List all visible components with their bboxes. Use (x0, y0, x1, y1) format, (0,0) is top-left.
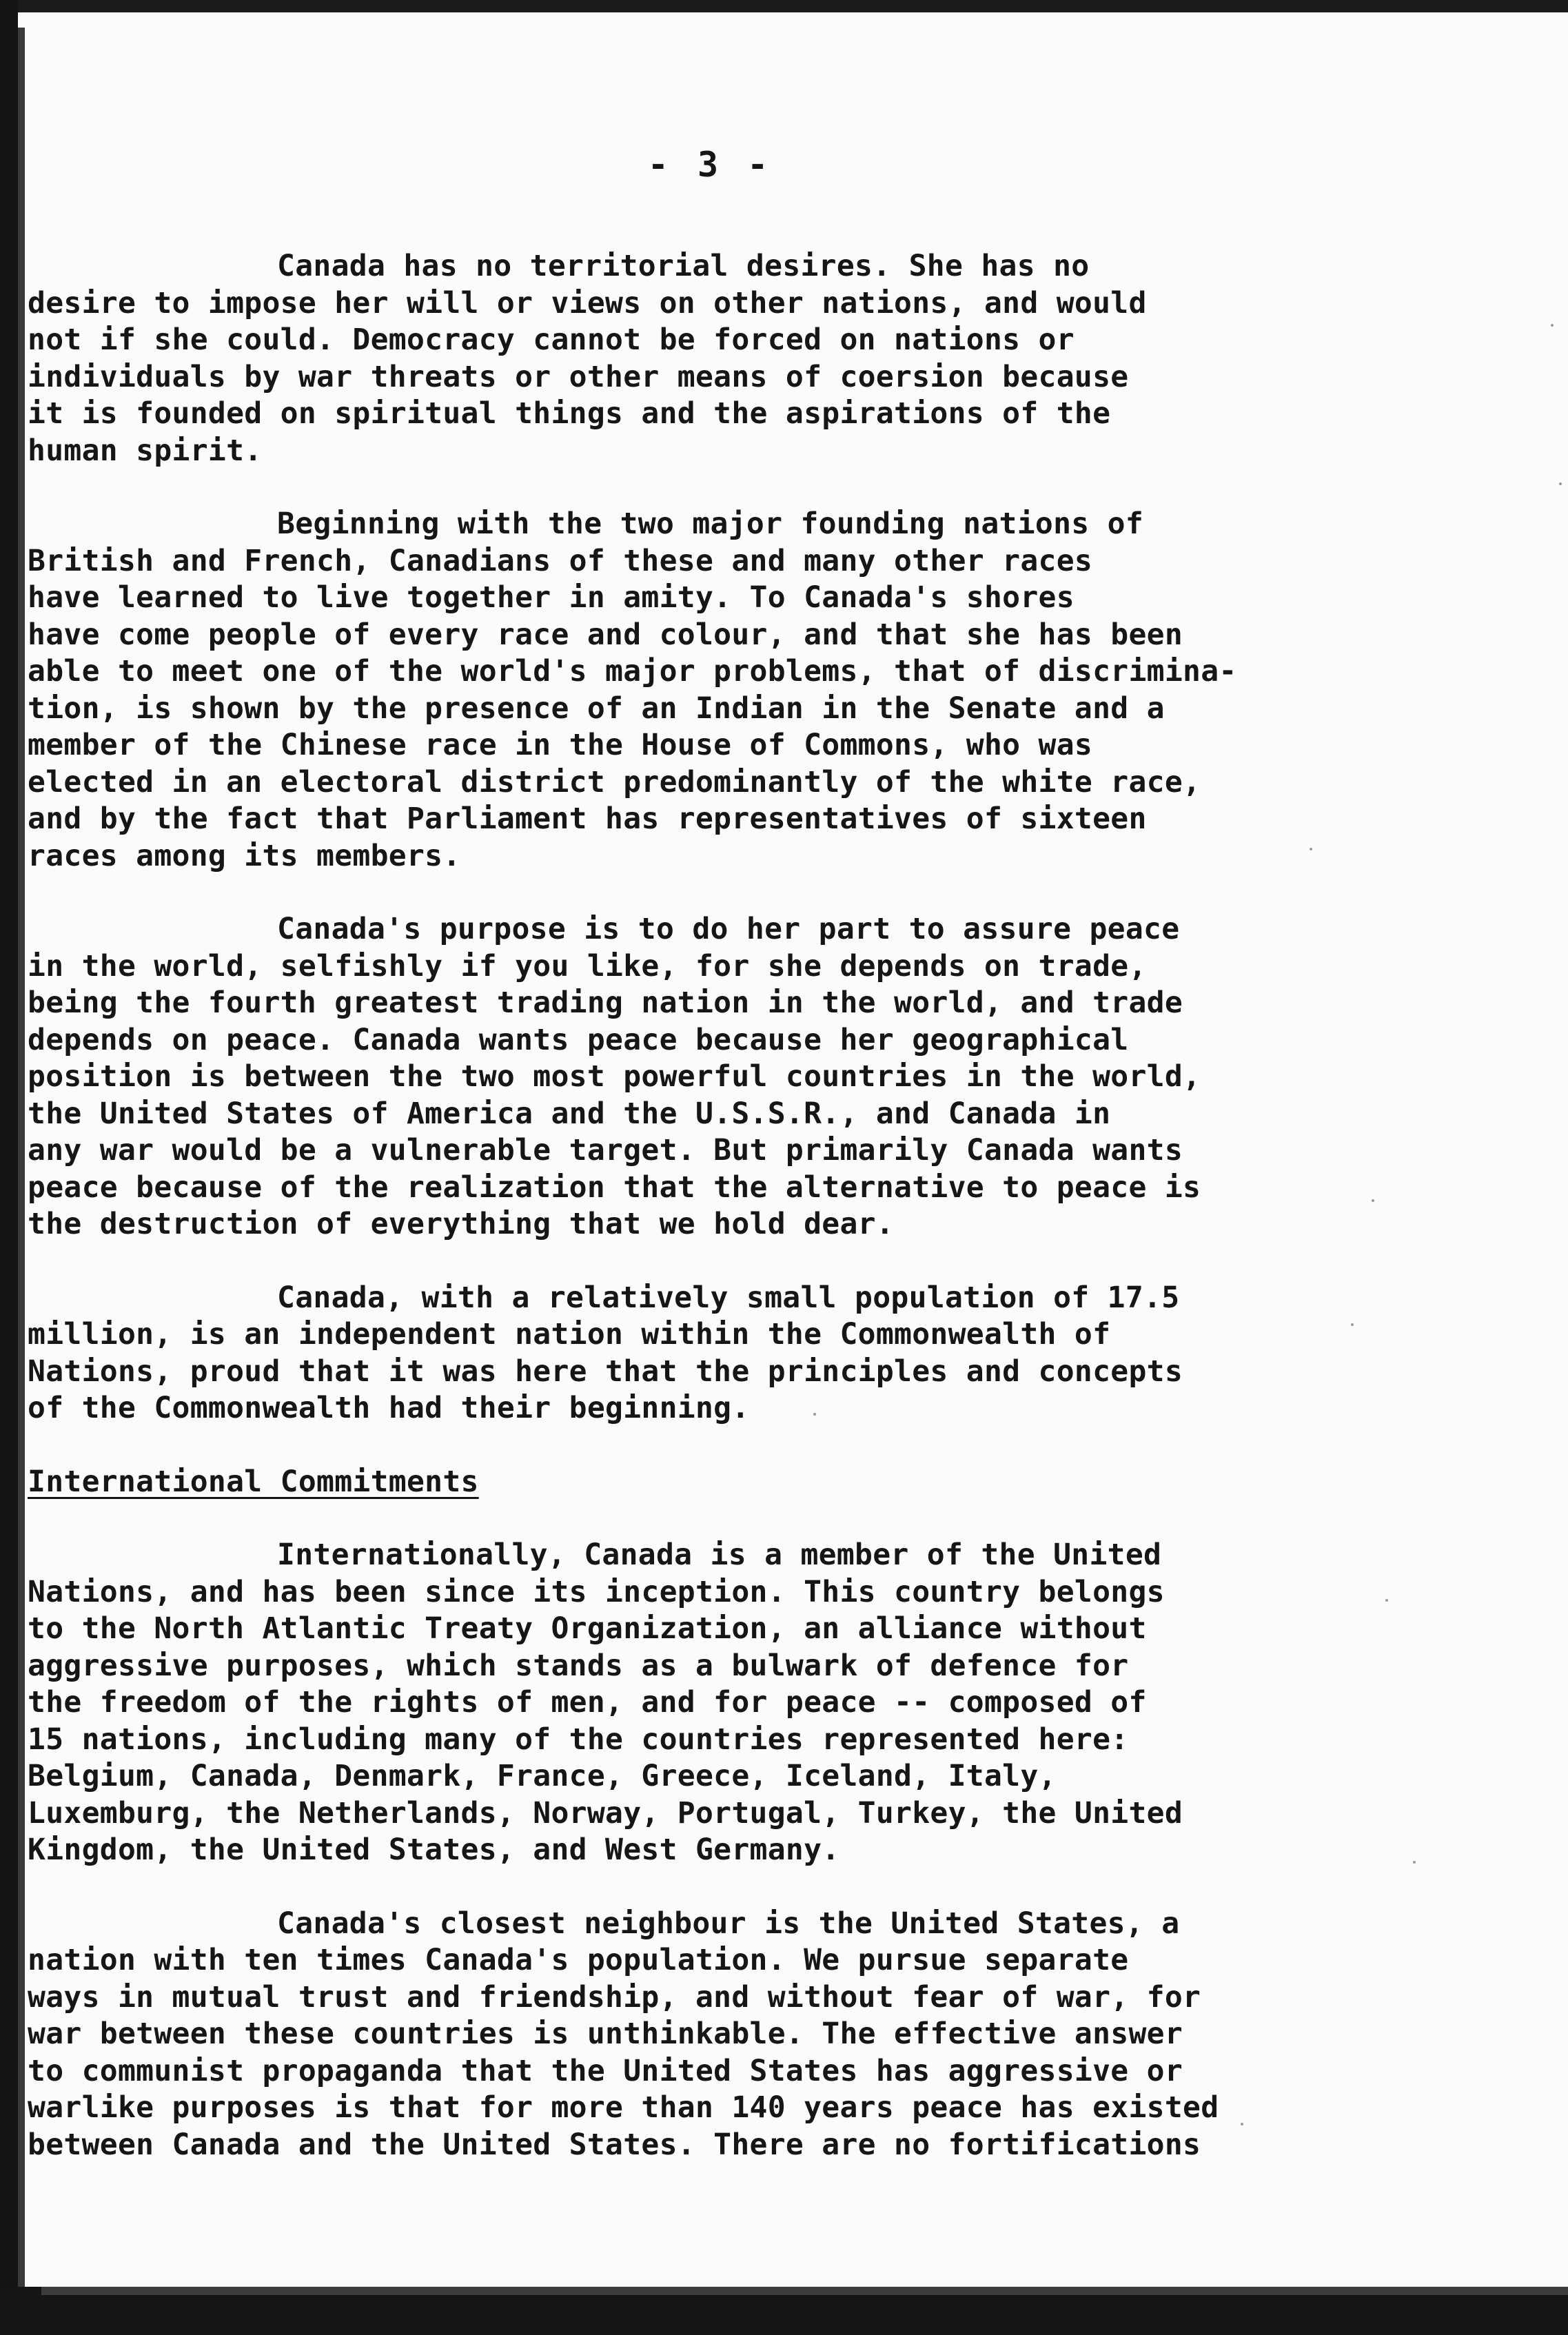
text-line: tion, is shown by the presence of an Indian in the Senate and a (28, 691, 1165, 726)
paragraph-nato (28, 1537, 1434, 1869)
text-line: Canada's purpose is to do her part to assure peace (277, 912, 1180, 946)
text-line: position is between the two most powerful countries in the world, (28, 1059, 1201, 1094)
text-line: Belgium, Canada, Denmark, France, Greece, Iceland, Italy, (28, 1759, 1057, 1793)
text-line: to the North Atlantic Treaty Organization, an alliance without (28, 1611, 1147, 1646)
text-line: in the world, selfishly if you like, for she depends on trade, (28, 948, 1147, 983)
text-line: to communist propaganda that the United States has aggressive or (28, 2053, 1183, 2088)
section-heading-text: International Commitments (28, 1464, 479, 1499)
text-line: British and French, Canadians of these and many other races (28, 543, 1093, 578)
text-line: aggressive purposes, which stands as a bulwark of defence for (28, 1648, 1129, 1683)
section-heading (28, 1464, 1434, 1501)
text-line: any war would be a vulnerable target. But primarily Canada wants (28, 1133, 1183, 1168)
paragraph-territorial-desires (28, 248, 1434, 469)
paragraph-neighbour (28, 1906, 1434, 2164)
text-line: 15 nations, including many of the countries represented here: (28, 1722, 1129, 1757)
scan-speck (1310, 848, 1312, 850)
text-line: desire to impose her will or views on other nations, and would (28, 285, 1147, 320)
scan-speck (1413, 1861, 1416, 1864)
scan-left-border (0, 0, 18, 2335)
text-line: have learned to live together in amity. To Canada's shores (28, 580, 1075, 615)
text-line: not if she could. Democracy cannot be forced on nations or (28, 323, 1075, 357)
text-line: peace because of the realization that the alternative to peace is (28, 1170, 1201, 1205)
text-line: human spirit. (28, 433, 263, 468)
text-line: nation with ten times Canada's population. We pursue separate (28, 1943, 1129, 1977)
text-line: the United States of America and the U.S.S.R., and Canada in (28, 1096, 1111, 1131)
scan-speck (1559, 482, 1562, 485)
text-line: million, is an independent nation within the Commonwealth of (28, 1317, 1111, 1352)
text-line: Canada has no territorial desires. She has no (277, 249, 1090, 283)
text-line: Canada's closest neighbour is the United States, a (277, 1906, 1180, 1941)
text-line: ways in mutual trust and friendship, and without fear of war, for (28, 1979, 1201, 2015)
text-line: it is founded on spiritual things and the aspirations of the (28, 396, 1111, 431)
text-line: Nations, and has been since its inception. This country belongs (28, 1574, 1165, 1609)
paragraph-population (28, 1280, 1434, 1427)
text-line: member of the Chinese race in the House of Commons, who was (28, 728, 1093, 762)
text-line: able to meet one of the world's major problems, that of discrimina- (28, 654, 1237, 689)
scan-top-border (0, 0, 1568, 12)
text-line: individuals by war threats or other means of coersion because (28, 359, 1129, 394)
document-body (28, 248, 1434, 2200)
text-line: the freedom of the rights of men, and for peace -- composed of (28, 1685, 1147, 1720)
text-line: war between these countries is unthinkable. The effective answer (28, 2017, 1183, 2051)
text-line: Internationally, Canada is a member of the United (277, 1538, 1162, 1572)
text-line: Luxemburg, the Netherlands, Norway, Portugal, Turkey, the United (28, 1795, 1183, 1831)
scan-speck (1351, 1323, 1354, 1326)
page-number: - 3 - (647, 145, 773, 185)
scan-speck (1372, 1199, 1374, 1202)
text-line: Beginning with the two major founding nations of (277, 507, 1144, 541)
paragraph-founding-nations (28, 506, 1434, 875)
text-line: elected in an electoral district predominantly of the white race, (28, 764, 1201, 799)
text-line: the destruction of everything that we hold dear. (28, 1207, 895, 1241)
scan-speck (1551, 324, 1554, 327)
scan-speck (813, 1413, 816, 1416)
text-line: Kingdom, the United States, and West Germany. (28, 1833, 840, 1867)
text-line: and by the fact that Parliament has representatives of sixteen (28, 802, 1147, 836)
text-line: Nations, proud that it was here that the principles and concepts (28, 1354, 1183, 1389)
text-line: have come people of every race and colour, and that she has been (28, 617, 1183, 652)
scan-speck (1385, 1599, 1388, 1602)
paragraph-purpose-peace (28, 911, 1434, 1243)
text-line: being the fourth greatest trading nation in the world, and trade (28, 986, 1183, 1020)
text-line: between Canada and the United States. There are no fortifications (28, 2127, 1201, 2162)
scan-speck (1241, 2123, 1243, 2125)
text-line: races among its members. (28, 838, 461, 873)
scan-bottom-shadow (41, 2287, 1568, 2295)
text-line: depends on peace. Canada wants peace because her geographical (28, 1022, 1129, 1057)
text-line: Canada, with a relatively small population of 17.5 (277, 1280, 1180, 1315)
text-line: of the Commonwealth had their beginning. (28, 1391, 750, 1425)
text-line: warlike purposes is that for more than 140 years peace has existed (28, 2090, 1219, 2125)
scan-left-shadow (18, 28, 25, 2302)
